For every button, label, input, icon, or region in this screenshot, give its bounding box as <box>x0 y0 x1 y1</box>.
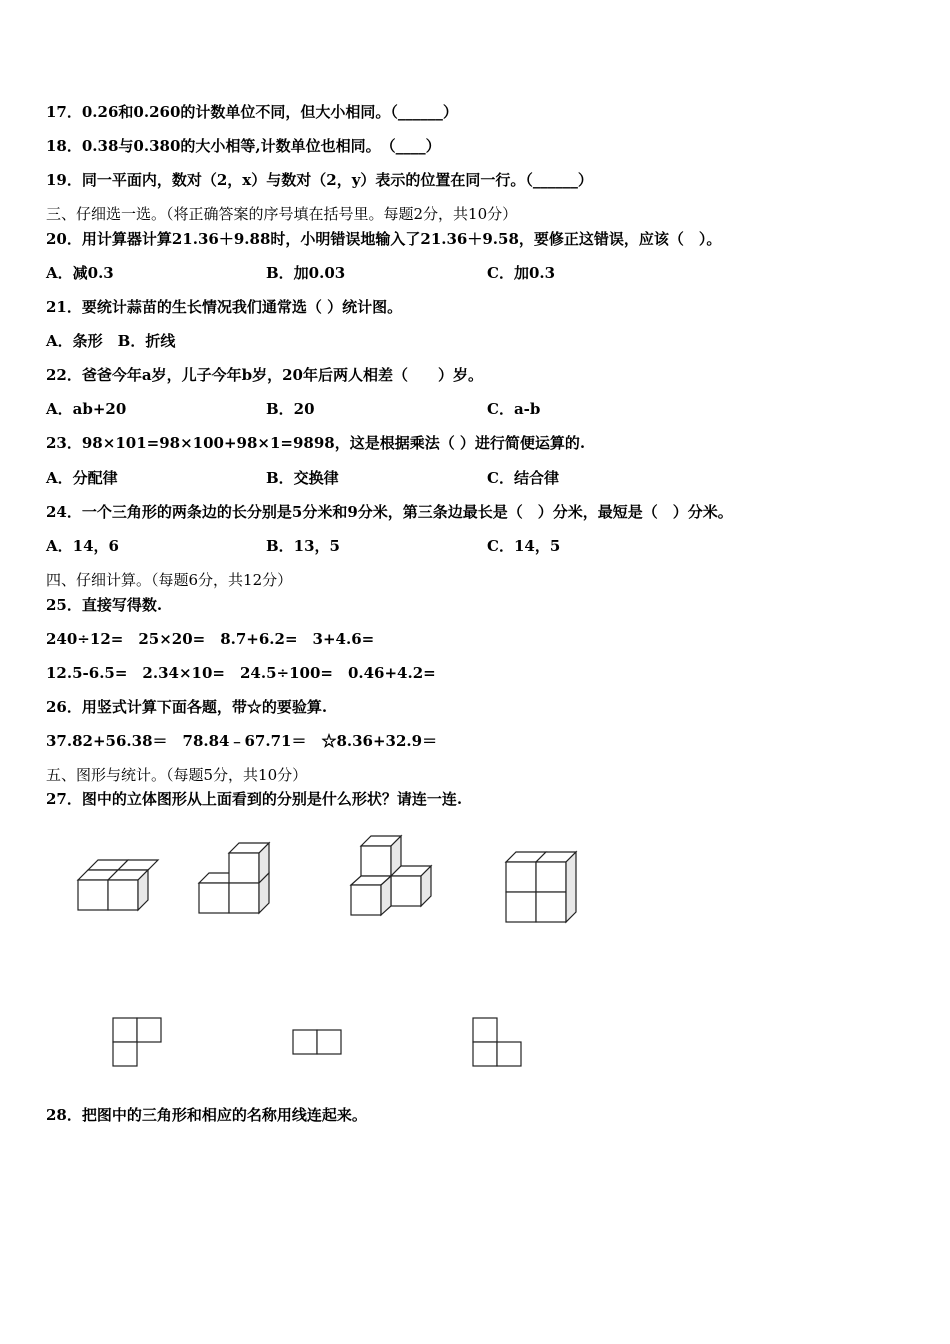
q20-option-b: B．加0.03 <box>266 264 346 282</box>
question-22: 22．爸爸今年a岁，儿子今年b岁，20年后两人相差（ ）岁。 <box>46 366 483 384</box>
q23-option-a: A．分配律 <box>46 469 118 487</box>
top-view-2 <box>293 1030 341 1054</box>
question-27: 27．图中的立体图形从上面看到的分别是什么形状？请连一连. <box>46 790 463 808</box>
question-19: 19．同一平面内，数对（2，x）与数对（2，y）表示的位置在同一行。（______） <box>46 171 593 189</box>
q24-option-c: C．14，5 <box>487 537 561 555</box>
section-3-heading: 三、仔细选一选。（将正确答案的序号填在括号里。每题2分，共10分） <box>46 205 518 223</box>
question-24: 24．一个三角形的两条边的长分别是5分米和9分米，第三条边最长是（ ）分米，最短是（ ）分米。 <box>46 503 733 521</box>
q22-option-c: C．a-b <box>487 400 541 418</box>
q25-row-1: 240÷12= 25×20= 8.7+6.2= 3+4.6= <box>46 630 375 648</box>
q20-option-c: C．加0.3 <box>487 264 556 282</box>
top-view-1 <box>113 1018 161 1066</box>
q26-row: 37.82+56.38＝ 78.84﹣67.71＝ ☆8.36+32.9＝ <box>46 732 438 750</box>
solid-figure-4 <box>506 852 576 922</box>
q22-option-b: B．20 <box>266 400 315 418</box>
question-21: 21．要统计蒜苗的生长情况我们通常选（ ）统计图。 <box>46 298 403 316</box>
q24-option-a: A．14，6 <box>46 537 119 555</box>
question-28: 28．把图中的三角形和相应的名称用线连起来。 <box>46 1106 367 1124</box>
question-20: 20．用计算器计算21.36＋9.88时，小明错误地输入了21.36＋9.58，要修正这错误，应该（ ）。 <box>46 230 722 248</box>
top-view-3 <box>473 1018 521 1066</box>
section-5-heading: 五、图形与统计。（每题5分，共10分） <box>46 766 308 784</box>
question-18: 18．0.38与0.380的大小相等,计数单位也相同。 （____） <box>46 137 441 155</box>
solid-figure-1 <box>78 860 158 910</box>
q20-option-a: A．减0.3 <box>46 264 114 282</box>
section-4-heading: 四、仔细计算。（每题6分，共12分） <box>46 571 293 589</box>
solid-figure-3 <box>351 836 431 915</box>
question-17: 17．0.26和0.260的计数单位不同，但大小相同。（______） <box>46 103 458 121</box>
q24-option-b: B．13，5 <box>266 537 340 555</box>
q25-row-2: 12.5-6.5= 2.34×10= 24.5÷100= 0.46+4.2= <box>46 664 436 682</box>
solid-figure-2 <box>199 843 269 913</box>
q23-option-b: B．交换律 <box>266 469 339 487</box>
q22-option-a: A．ab+20 <box>46 400 127 418</box>
question-26: 26．用竖式计算下面各题，带☆的要验算. <box>46 698 328 716</box>
q21-options: A．条形 B．折线 <box>46 332 176 350</box>
question-23: 23．98×101=98×100+98×1=9898，这是根据乘法（ ）进行简便运算的. <box>46 434 586 452</box>
q23-option-c: C．结合律 <box>487 469 559 487</box>
question-25: 25．直接写得数. <box>46 596 163 614</box>
